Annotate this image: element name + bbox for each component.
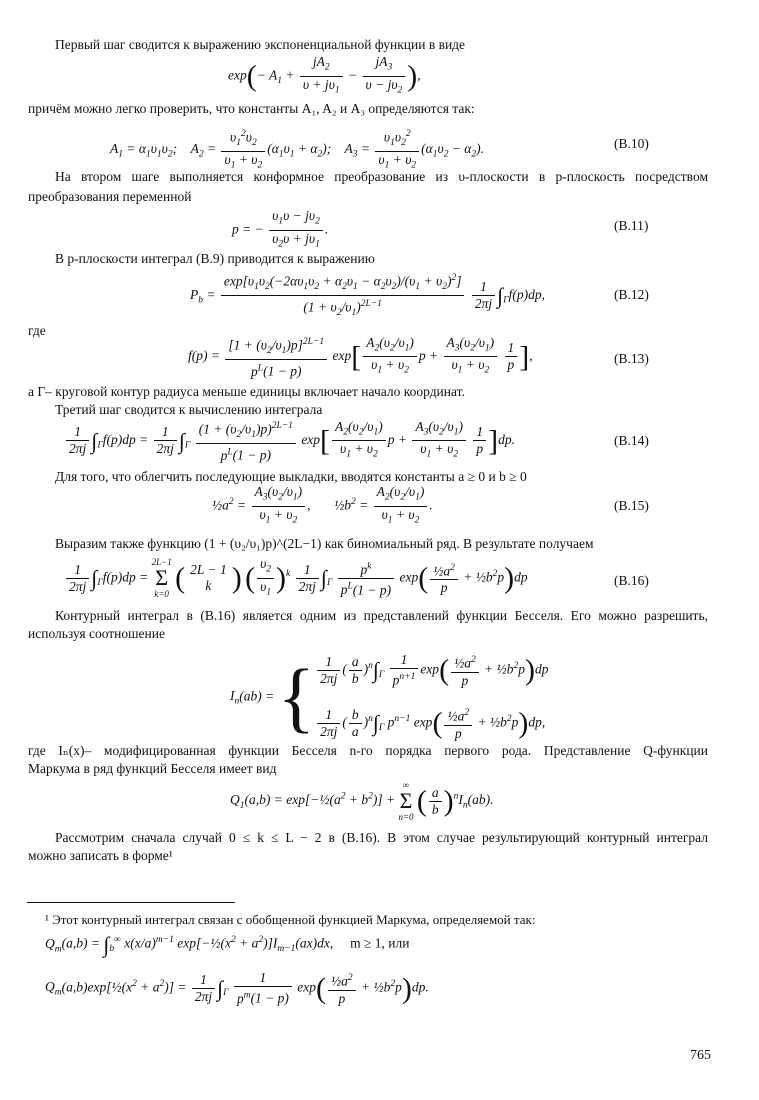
equation-b14: $\frac{1}{2\pi j}$ $\int_\Gamma f(p)dp$ = $\frac{1}{2\pi j}$ $\int_\Gamma$ $\frac{(1 + (\upsilon_2/\upsilon_1)p)^{2L-1}}{p^L(1 - p)}$ exp[ $\frac{A_2(\upsilon_2/\upsilon_1)}{\upsilon_1 + \upsilon_2}$ p + $\frac{A_3(\upsilon_2/\upsilon_1)}{\upsilon_1 + \upsilon_2}$ $\frac{1}{p}$ ]dp. (64, 418, 515, 464)
paragraph-10-line-1: Контурный интеграл в (В.16) является одним из представлений функции Бесселя. Его можно разрешить, (55, 608, 708, 623)
footnote-equation-1: $Q_m(a,b) = \int_b^\infty$ $x(x/a)^{m-1}$ $\exp[-\frac{1}{2}(x^2 + a^2)]I_{m-1}(ax)dx$, m ≥ 1, или (45, 931, 410, 957)
paragraph-3-line-2: преобразования переменной (28, 189, 192, 204)
paragraph-3-line-1: На втором шаге выполняется конформное преобразование из υ-плоскости в p-плоскость посредством (55, 169, 708, 184)
paragraph-4: В p-плоскости интеграл (В.9) приводится к выражению (55, 251, 375, 266)
equation-bessel-relation: $I_n(ab)$ = { $\frac{1}{2\pi j}$ ( $\frac{a}{b}$ )$^n\int_\Gamma$ $\frac{1}{p^{n+1}}$ exp( $\frac{\frac{1}{2}a^2}{p}$ + $\frac{1}{2}b^2p)dp$ $\frac{1}{2\pi j}$ ( $\frac{b}{a}$ )$^n\int_\Gamma$ $p^{n-1}$ exp( $\frac{\frac{1}{2}a^2}{p}$ + $\frac{1}{2}b^2p)dp$, (230, 652, 549, 741)
equation-b13: f(p) = $\frac{[1 + (\upsilon_2/\upsilon_1)p]^{2L-1}}{p^L(1 - p)}$ exp[ $\frac{A_2(\upsilon_2/\upsilon_1)}{\upsilon_1 + \upsilon_2}$ p + $\frac{A_3(\upsilon_2/\upsilon_1)}{\upsilon_1 + \upsilon_2}$ $\frac{1}{p}$ ], (188, 334, 533, 379)
paragraph-6: а Γ– круговой контур радиуса меньше единицы включает начало координат. (28, 384, 465, 399)
equation-label-b12: (В.12) (614, 287, 649, 302)
paragraph-11-line-2: Маркума в ряд функций Бесселя имеет вид (28, 761, 277, 776)
footnote-equation-2: $Q_m(a,b)\exp[\frac{1}{2}(x^2 + a^2)]$ = $\frac{1}{2\pi j}$ $\int_\Gamma$ $\frac{1}{p^m(1 - p)}$ exp( $\frac{\frac{1}{2}a^2}{p}$ + $\frac{1}{2}b^2p)dp$. (45, 970, 429, 1006)
footnote-rule (27, 902, 235, 903)
equation-label-b10: (В.10) (614, 136, 649, 151)
page-number: 765 (690, 1048, 711, 1063)
equation-label-b14: (В.14) (614, 433, 649, 448)
paragraph-12-line-2: можно записать в форме¹ (28, 848, 173, 863)
equation-marcum-series: $Q_1(a,b)$ = $\exp[-\frac{1}{2}(a^2 + b^2)]$ + ∞ Σ n=0 ( $\frac{a}{b}$ )$^nI_n(ab)$. (230, 780, 494, 822)
equation-b16: $\frac{1}{2\pi j}$ $\int_\Gamma f(p)dp$ = 2L−1 Σ k=0 ( 2L − 1 k ) ( $\frac{\upsilon_2}{\upsilon_1}$ )$^k$ $\frac{1}{2\pi j}$ $\int_\Gamma$ $\frac{p^k}{p^L(1 - p)}$ exp( $\frac{\frac{1}{2}a^2}{p}$ + $\frac{1}{2}b^2p)dp$ (64, 556, 528, 600)
footnote-condition: m ≥ 1, или (350, 935, 410, 951)
equation-label-b13: (В.13) (614, 351, 649, 366)
paragraph-2: причём можно легко проверить, что константы A₁, A₂ и A₃ определяются так: (28, 101, 475, 116)
equation-b11: p = − $\frac{\upsilon_1\upsilon - j\upsilon_2}{\upsilon_2\upsilon + j\upsilon_1}$ . (232, 208, 328, 252)
equation-label-b11: (В.11) (614, 218, 649, 233)
equation-b15: $\frac{1}{2}a^2$ = $\frac{A_3(\upsilon_2/\upsilon_1)}{\upsilon_1 + \upsilon_2}$ , $\frac{1}{2}b^2$ = $\frac{A_2(\upsilon_2/\upsilon_1)}{\upsilon_1 + \upsilon_2}$ . (212, 484, 433, 528)
equation-b10: $A_1 = \alpha_1\upsilon_1\upsilon_2$; $A_2$ = $\frac{\upsilon_1^2\upsilon_2}{\upsilon_1 + \upsilon_2}$ $(\alpha_1\upsilon_1 + \alpha_2)$; $A_3$ = $\frac{\upsilon_1\upsilon_2^2}{\upsilon_1 + \upsilon_2}$ $(\alpha_1\upsilon_2 - \alpha_2)$. (110, 126, 484, 174)
paragraph-10-line-2: используя соотношение (28, 626, 165, 641)
paragraph-1: Первый шаг сводится к выражению экспоненциальной функции в виде (55, 37, 466, 52)
footnote-text: ¹ Этот контурный интеграл связан с обобщенной функцией Маркума, определяемой так: (45, 912, 536, 927)
equation-label-b16: (В.16) (614, 573, 649, 588)
paragraph-5: где (28, 323, 46, 338)
equation-exp-form: $\exp(- A_1$ + $\frac{jA_2}{\upsilon + j\upsilon_1}$ − $\frac{jA_3}{\upsilon - j\upsilon_2}$ ), (228, 54, 421, 98)
paragraph-9: Выразим также функцию (1 + (υ₂/υ₁)p)^(2L−1) как биномиальный ряд. В результате получаем (55, 536, 594, 551)
equation-b12: $P_b$ = $\frac{\exp[\upsilon_1\upsilon_2(-2\alpha\upsilon_1\upsilon_2 + \alpha_2\upsilon_1 - \alpha_2\upsilon_2)/(\upsilon_1 + \upsilon_2)^2]}{(1 + \upsilon_2/\upsilon_1)^{2L-1}}$ $\frac{1}{2\pi j}$ $\int_\Gamma f(p)dp$, (190, 270, 545, 321)
paragraph-11-line-1: где Iₙ(x)– модифицированная функции Бесселя n-го порядка первого рода. Представление Q-функции (28, 743, 708, 758)
paragraph-7: Третий шаг сводится к вычислению интеграла (55, 402, 323, 417)
paragraph-12-line-1: Рассмотрим сначала случай 0 ≤ k ≤ L − 2 в (В.16). В этом случае результирующий контурный интеграл (55, 830, 708, 845)
paragraph-8: Для того, что облегчить последующие выкладки, вводятся константы a ≥ 0 и b ≥ 0 (55, 469, 527, 484)
equation-label-b15: (В.15) (614, 498, 649, 513)
